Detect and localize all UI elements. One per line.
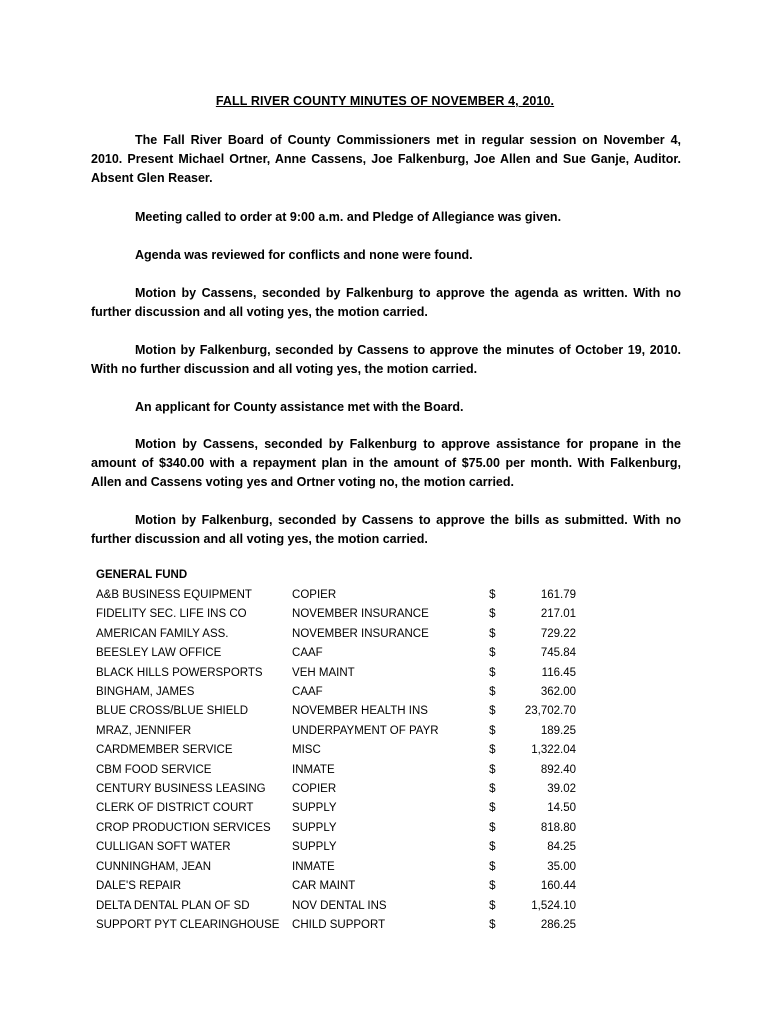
table-row	[96, 761, 576, 780]
vendor-cell: DELTA DENTAL PLAN OF SD	[96, 899, 250, 912]
amount-cell: 84.25	[547, 841, 576, 854]
description-cell: CAR MAINT	[292, 880, 356, 893]
currency-cell: $	[489, 918, 496, 931]
table-row	[96, 838, 576, 857]
vendor-cell: CARDMEMBER SERVICE	[96, 744, 233, 757]
amount-cell: 39.02	[547, 783, 576, 796]
description-cell: COPIER	[292, 783, 337, 796]
currency-cell: $	[489, 589, 496, 601]
table-row	[96, 625, 576, 644]
description-cell: INMATE	[292, 860, 335, 873]
description-cell: CAAF	[292, 686, 323, 699]
paragraph-bills-motion: Motion by Falkenburg, seconded by Cassens to approve the bills as submitted. With no further discussion and all voting yes, the motion carried.	[91, 513, 681, 546]
currency-cell: $	[489, 608, 496, 621]
amount-cell: 362.00	[540, 686, 576, 699]
vendor-cell: CUNNINGHAM, JEAN	[96, 860, 212, 873]
description-cell: COPIER	[292, 589, 337, 601]
currency-cell: $	[489, 647, 496, 660]
general-fund-heading: GENERAL FUND	[96, 569, 188, 581]
amount-cell: 35.00	[547, 860, 576, 873]
table-row	[96, 605, 576, 624]
currency-cell: $	[489, 724, 496, 737]
currency-cell: $	[489, 627, 496, 640]
currency-cell: $	[489, 899, 496, 912]
table-row	[96, 799, 576, 818]
amount-cell: 729.22	[540, 627, 576, 640]
description-cell: UNDERPAYMENT OF PAYR	[292, 724, 439, 737]
vendor-cell: SUPPORT PYT CLEARINGHOUSE	[96, 918, 280, 931]
vendor-cell: CLERK OF DISTRICT COURT	[96, 802, 254, 815]
vendor-cell: MRAZ, JENNIFER	[96, 724, 192, 737]
description-cell: NOVEMBER INSURANCE	[292, 627, 429, 640]
description-cell: SUPPLY	[292, 802, 337, 815]
amount-cell: 161.79	[540, 589, 576, 601]
amount-cell: 160.44	[540, 880, 576, 893]
amount-cell: 116.45	[541, 666, 576, 679]
currency-cell: $	[489, 744, 496, 757]
vendor-cell: FIDELITY SEC. LIFE INS CO	[96, 608, 247, 621]
vendor-cell: BEESLEY LAW OFFICE	[96, 647, 222, 660]
currency-cell: $	[489, 841, 496, 854]
description-cell: INMATE	[292, 763, 335, 776]
vendor-cell: CENTURY BUSINESS LEASING	[96, 783, 266, 796]
table-row	[96, 741, 576, 760]
table-row	[96, 780, 576, 799]
vendor-cell: A&B BUSINESS EQUIPMENT	[96, 589, 252, 601]
currency-cell: $	[489, 705, 496, 718]
currency-cell: $	[489, 666, 496, 679]
description-cell: SUPPLY	[292, 821, 337, 834]
currency-cell: $	[489, 783, 496, 796]
description-cell: CAAF	[292, 647, 323, 660]
table-row	[96, 702, 576, 721]
table-row	[96, 644, 576, 663]
amount-cell: 1,524.10	[531, 899, 576, 912]
currency-cell: $	[489, 880, 496, 893]
paragraph-assistance-motion: Motion by Cassens, seconded by Falkenburg to approve assistance for propane in the amount of $340.00 with a repayment plan in the amount of $75.00 per month. With Falkenburg, Allen and Cassens voting yes and Ortner voting no, the motion carried.	[91, 437, 681, 489]
description-cell: SUPPLY	[292, 841, 337, 854]
vendor-cell: CROP PRODUCTION SERVICES	[96, 821, 271, 834]
table-row	[96, 819, 576, 838]
paragraph-assistance-applicant: An applicant for County assistance met with the Board.	[135, 400, 464, 414]
amount-cell: 1,322.04	[531, 744, 576, 757]
paragraph-agenda-motion: Motion by Cassens, seconded by Falkenburg to approve the agenda as written. With no further discussion and all voting yes, the motion carried.	[91, 286, 681, 319]
currency-cell: $	[489, 686, 496, 699]
vendor-cell: CULLIGAN SOFT WATER	[96, 841, 231, 854]
amount-cell: 23,702.70	[524, 705, 576, 718]
amount-cell: 14.50	[547, 802, 576, 815]
amount-cell: 217.01	[540, 608, 576, 621]
currency-cell: $	[489, 802, 496, 815]
description-cell: VEH MAINT	[292, 666, 355, 679]
table-row	[96, 722, 576, 741]
general-fund-table	[96, 586, 576, 935]
table-row	[96, 916, 576, 935]
description-cell: NOVEMBER HEALTH INS	[292, 705, 428, 718]
amount-cell: 818.80	[540, 821, 576, 834]
amount-cell: 892.40	[540, 763, 576, 776]
paragraph-agenda-review: Agenda was reviewed for conflicts and none were found.	[135, 248, 473, 262]
paragraph-call-to-order: Meeting called to order at 9:00 a.m. and Pledge of Allegiance was given.	[135, 210, 562, 224]
vendor-cell: CBM FOOD SERVICE	[96, 763, 212, 776]
table-row	[96, 683, 576, 702]
vendor-cell: AMERICAN FAMILY ASS.	[96, 627, 229, 640]
table-row	[96, 858, 576, 877]
paragraph-minutes-motion: Motion by Falkenburg, seconded by Cassens to approve the minutes of October 19, 2010. With no further discussion and all voting yes, the motion carried.	[91, 343, 681, 376]
currency-cell: $	[489, 860, 496, 873]
table-row	[96, 664, 576, 683]
vendor-cell: BINGHAM, JAMES	[96, 686, 195, 699]
paragraph-session: The Fall River Board of County Commissioners met in regular session on November 4, 2010. Present Michael Ortner, Anne Cassens, Joe Falkenburg, Joe Allen and Sue Ganje, Auditor. Absent Glen Reaser.	[91, 133, 681, 185]
document-title: FALL RIVER COUNTY MINUTES OF NOVEMBER 4, 2010.	[215, 94, 555, 108]
vendor-cell: DALE'S REPAIR	[96, 880, 182, 893]
currency-cell: $	[489, 763, 496, 776]
table-row	[96, 586, 576, 605]
description-cell: MISC	[292, 744, 321, 757]
vendor-cell: BLACK HILLS POWERSPORTS	[96, 666, 263, 679]
amount-cell: 745.84	[540, 647, 576, 660]
vendor-cell: BLUE CROSS/BLUE SHIELD	[96, 705, 249, 718]
amount-cell: 286.25	[540, 918, 576, 931]
description-cell: NOV DENTAL INS	[292, 899, 387, 912]
amount-cell: 189.25	[540, 724, 576, 737]
table-row	[96, 877, 576, 896]
table-row	[96, 897, 576, 916]
currency-cell: $	[489, 821, 496, 834]
description-cell: CHILD SUPPORT	[292, 918, 386, 931]
description-cell: NOVEMBER INSURANCE	[292, 608, 429, 621]
